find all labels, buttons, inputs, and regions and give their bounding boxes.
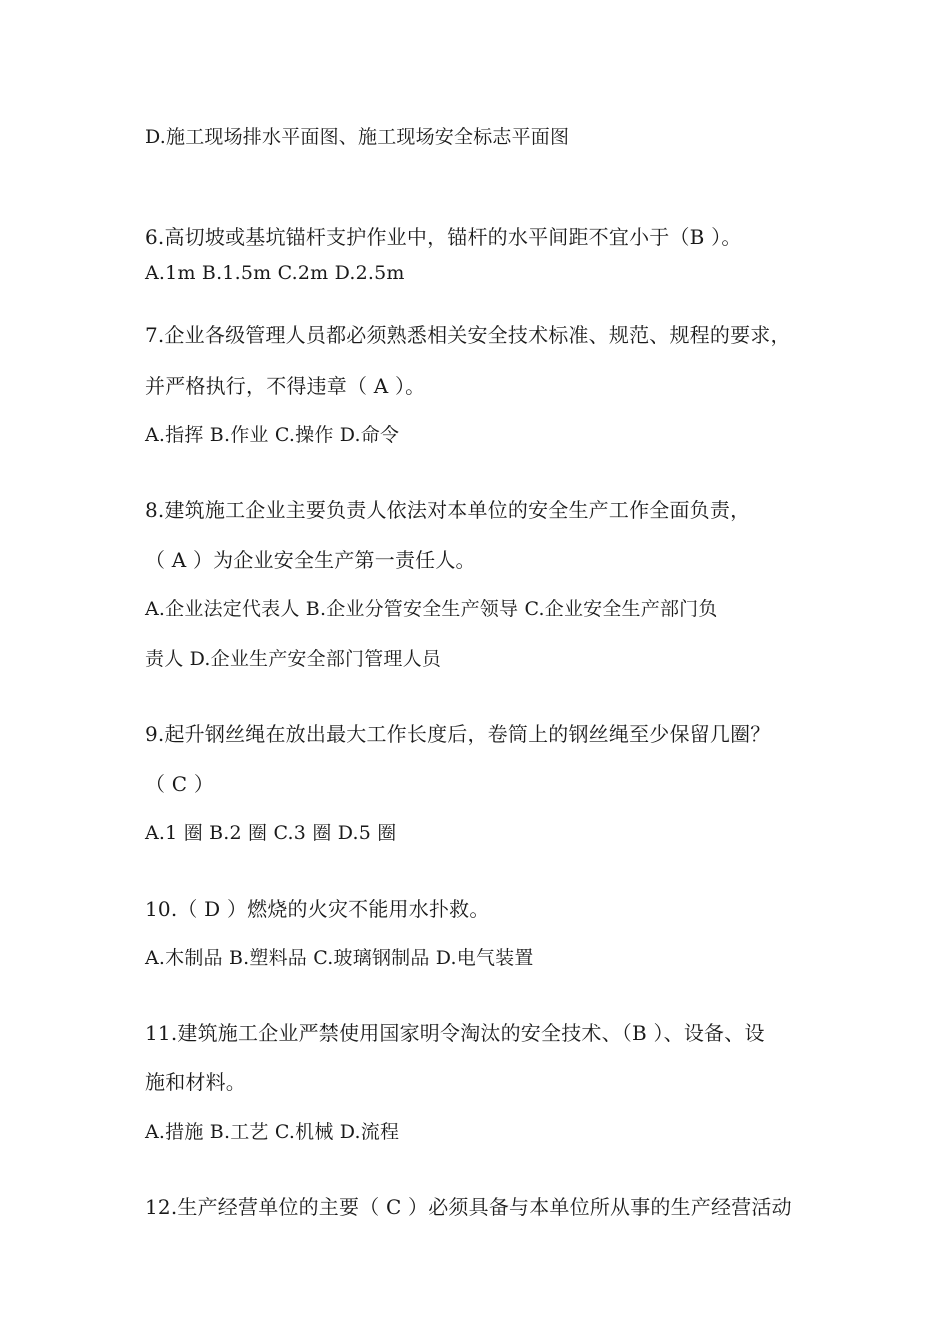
question-8-line-1: 8.建筑施工企业主要负责人依法对本单位的安全生产工作全面负责， (145, 498, 751, 522)
question-9-line-2: （ C ） (145, 772, 215, 796)
options-q9: A.1 圈 B.2 圈 C.3 圈 D.5 圈 (145, 822, 397, 844)
question-12-line-1: 12.生产经营单位的主要（ C ）必须具备与本单位所从事的生产经营活动 (145, 1195, 792, 1219)
question-11-line-2: 施和材料。 (145, 1070, 246, 1094)
options-q6: A.1m B.1.5m C.2m D.2.5m (145, 262, 405, 284)
options-q10: A.木制品 B.塑料品 C.玻璃钢制品 D.电气装置 (145, 947, 534, 969)
question-7-line-1: 7.企业各级管理人员都必须熟悉相关安全技术标准、规范、规程的要求， (145, 323, 791, 347)
option-line-q5-d: D.施工现场排水平面图、施工现场安全标志平面图 (145, 126, 570, 148)
question-6: 6.高切坡或基坑锚杆支护作业中，锚杆的水平间距不宜小于（B ）。 (145, 225, 742, 249)
options-q8-line-1: A.企业法定代表人 B.企业分管安全生产领导 C.企业安全生产部门负 (145, 598, 718, 620)
question-11-line-1: 11.建筑施工企业严禁使用国家明令淘汰的安全技术、（B ）、设备、设 (145, 1021, 765, 1045)
question-7-line-2: 并严格执行，不得违章（ A ）。 (145, 374, 426, 398)
options-q7: A.指挥 B.作业 C.操作 D.命令 (145, 424, 400, 446)
question-9-line-1: 9.起升钢丝绳在放出最大工作长度后，卷筒上的钢丝绳至少保留几圈？ (145, 722, 771, 746)
question-10: 10.（ D ）燃烧的火灾不能用水扑救。 (145, 897, 490, 921)
options-q11: A.措施 B.工艺 C.机械 D.流程 (145, 1121, 400, 1143)
options-q8-line-2: 责人 D.企业生产安全部门管理人员 (145, 648, 442, 670)
question-8-line-2: （ A ）为企业安全生产第一责任人。 (145, 548, 476, 572)
